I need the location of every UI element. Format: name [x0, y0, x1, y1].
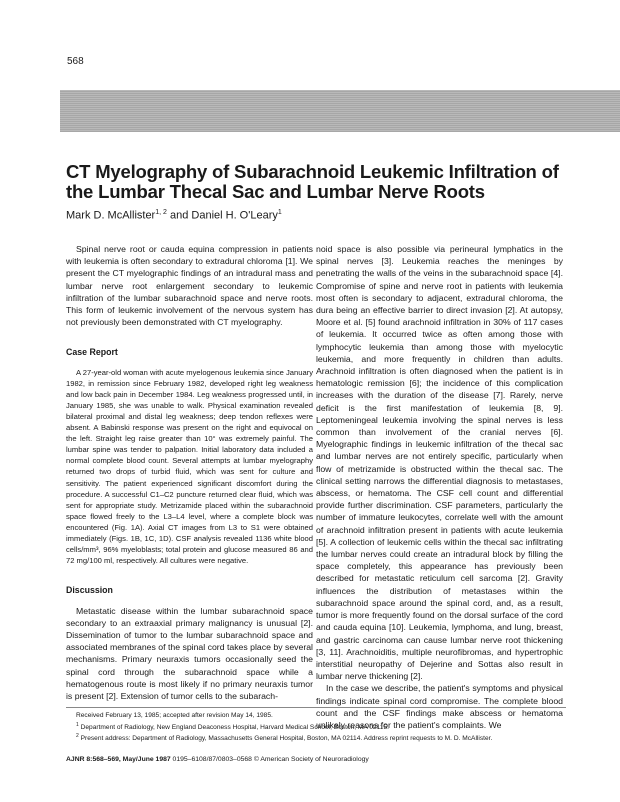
footnote-1 — [66, 721, 566, 733]
author-line — [66, 209, 282, 222]
case-report-heading: Case Report — [66, 347, 118, 358]
received-note: Received February 13, 1985; accepted after revision May 14, 1985. — [76, 712, 273, 719]
footnote-1-mark: 1 — [76, 721, 79, 728]
article-title: CT Myelography of Subarachnoid Leukemic Infiltration of the Lumbar Thecal Sac and Lumbar Nerve Roots — [66, 161, 559, 202]
author-2: and Daniel H. O'Leary — [166, 209, 278, 222]
discussion-text: Metastatic disease within the lumbar subarachnoid space secondary to an extraaxial primary malignancy is unusual [2]. Dissemination of tumor to the lumbar subarachnoid space and associated membranes of the spinal cord takes place by several mechanisms. Primary neuraxis tumors occasionally seed the spinal cord through the subarachnoid space while a hematogenous route is most likely if no primary neuraxis tumor is present [2]. Extension of tumor cells to the subarach- — [66, 605, 313, 701]
author-1: Mark D. McAllister — [66, 209, 156, 222]
discussion-continued: noid space is also possible via perineural lymphatics in the spinal nerves [3]. Leukemia reaches the meninges by penetrating the walls of the veins in the subarachnoid space [4]. Compromise of spine and nerve root in patients with leukemia most often is secondary to adjacent, extradural chloroma, the dura being an effective barrier to direct invasion [2]. At autopsy, Moore et al. [5] found arachnoid infiltration in 30% of 117 cases of leukemia. It occurred twice as often among those with lymphocytic leukemia than among those with myelocytic leukemia, and more frequently in children than adults. Arachnoid infiltration is often diagnosed when the patient is in hematologic remission [6]; the incidence of this complication increases with the duration of the disease [7]. Rarely, nerve deficit is the first manifestation of leukemia [8, 9]. Leptomeningeal leukemia involving the spinal nerves is less common than involvement of the cranial nerves [6]. Myelographic findings in leukemic infiltration of the thecal sac and lumbar nerves are not entirely specific, particularly when flow of metrizamide is obstructed within the thecal sac. The clinical setting narrows the differential diagnosis to metastases, abscess, or hematoma. The CSF cell count and differential provide further discrimination. CSF parameters, particularly the number of immature leukocytes, correlate well with the amount of arachnoid infiltration present in patients with acute leukemia [5]. A collection of leukemic cells within the thecal sac infiltrating the lumbar nerves could create an intradural block by filling the space completely, this appearance has previously been described for metastatic reticulum cell sarcoma [2]. Gravity influences the distribution of metastases within the subarachnoid space around the spinal cord, and, as a result, tumor is more frequently found on the dorsal surface of the cord and cauda equina [10]. Leukemia, lymphoma, and lung, breast, and gastric carcinoma can cause lumbar nerve root thickening [3, 11]. Arachnoiditis, multiple neurofibromas, and hypertrophic interstitial neuropathy of Dejerine and Sottas also result in lumbar nerve thickening [2]. — [316, 244, 563, 682]
journal-copyright: 0195–6108/87/0803–0568 © American Society of Neuroradiology — [170, 756, 369, 763]
left-column — [66, 243, 313, 702]
journal-reference: AJNR 8:568–569, May/June 1987 — [66, 756, 171, 763]
author-1-affiliation: 1, 2 — [155, 209, 167, 216]
right-column — [316, 243, 563, 731]
footnote-1-text: Department of Radiology, New England Deaconess Hospital, Harvard Medical School, Boston, MA 02115. — [78, 723, 389, 731]
discussion-heading: Discussion — [66, 585, 113, 596]
footnote-2-text: Present address: Department of Radiology, Massachusetts General Hospital, Boston, MA 02114. Address reprint requests to M. D. McAllister. — [78, 735, 493, 743]
abstract: Spinal nerve root or cauda equina compression in patients with leukemia is often secondary to extradural chloroma [1]. We present the CT myelographic findings of an intradural mass and lumbar nerve root enlargement secondary to leukemic infiltration of the lumbar subarachnoid space and nerve roots. This form of leukemic involvement of the nervous system has not previously been demonstrated with CT myelography. — [66, 244, 313, 328]
discussion-paragraph-2: In the case we describe, the patient's symptoms and physical findings indicate spinal cord compromise. The complete blood count and the CSF findings make abscess or hematoma unlikely reasons for the patient's complaints. We — [316, 683, 563, 730]
footnote-2 — [66, 732, 566, 744]
page-number: 568 — [67, 56, 84, 67]
footnote-2-mark: 2 — [76, 733, 79, 740]
case-report-text: A 27-year-old woman with acute myelogenous leukemia since January 1982, in remission since February 1982, developed right leg weakness and low back pain in December 1984. Leg weakness progressed until, in January 1985, she was unable to walk. Physical examination revealed bilateral proximal and distal leg weakness; deep tendon reflexes were absent. A Babinski response was present on the right and equivocal on the left. Straight leg raise greater than 10° was extremely painful. The lumbar spine was tender to palpation. Initial laboratory data included a normal complete blood count. Several attempts at lumbar myelography returned two drops of turbid fluid, which was sent for culture and sensitivity. The patient experienced significant discomfort during the procedure. A successful C1–C2 puncture returned clear fluid, which was sent for appropriate study. Metrizamide placed within the subarachnoid space flowed freely to the L3–L4 level, where a complete block was encountered (Fig. 1A). Axial CT images from L3 to S1 were obtained immediately (Figs. 1B, 1C, 1D). CSF analysis revealed 1136 white blood cells/mm³, 96% myeloblasts; total protein and glucose measured 86 and 72 mg/100 ml, respectively. All cultures were negative. — [66, 367, 313, 566]
footnotes — [66, 707, 566, 744]
author-2-affiliation: 1 — [277, 209, 282, 216]
header-band — [60, 90, 620, 132]
journal-citation — [66, 756, 369, 763]
